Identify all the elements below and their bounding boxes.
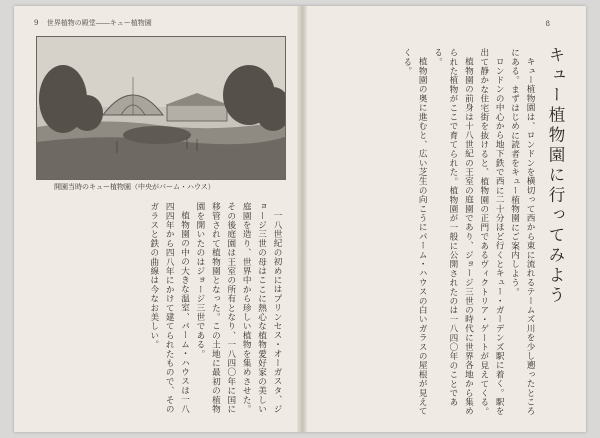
paragraph: 一八世紀の初めにはプリンセス・オーガスタ、ジョージ三世の母はここに熱心な植物愛好家の美しい庭園を造り、世界中から珍しい植物を集めさせた。その後庭園は王室の所有となり、一八四〇年に国に移管されて植物園となった。この土地に最初の植物園を開いたのはジョージ三世である。 — [194, 202, 282, 414]
book-gutter — [297, 6, 307, 432]
chapter-title: キュー植物園に行ってみよう — [546, 46, 565, 306]
left-page — [14, 6, 297, 432]
historical-illustration — [36, 36, 286, 180]
right-page-body — [315, 48, 537, 422]
left-page-number: 9 — [34, 19, 39, 27]
running-title: 世界植物の殿堂――キュー植物園 — [46, 19, 152, 27]
figure-caption: 開園当時のキュー植物園（中央がパーム・ハウス） — [54, 183, 215, 191]
book-spread — [14, 6, 586, 432]
paragraph: 植物園の前身は十八世紀の王室の庭園であり、ジョージ三世の時代に世界各地から集められた植物がここで育てられた。植物園が一般に公開されたのは一八四〇年のことである。 — [432, 48, 474, 416]
running-head — [34, 18, 287, 28]
paragraph: 植物園の奥に進むと、広い芝生の向こうにパーム・ハウスの白いガラスの屋根が見えてくる。 — [401, 48, 428, 416]
kew-garden-engraving — [37, 37, 285, 179]
left-page-body — [32, 202, 284, 420]
right-page-number: 8 — [545, 20, 550, 28]
right-page — [307, 6, 586, 432]
paragraph: 植物園の中の大きな温室、パーム・ハウスは一八四四年から四八年にかけて建てられたもので、そのガラスと鉄の曲線は今なお美しい。 — [148, 202, 190, 414]
paragraph: キュー植物園は、ロンドンを横切って西から東に流れるテームズ川を少し遡ったところにある。まずはじめに読者をキュー植物園にご案内しよう。 — [509, 48, 535, 416]
paragraph: ロンドンの中心から地下鉄で西に二十分ほど行くとキュー・ガーデンズ駅に着く。駅を出て静かな住宅街を抜けると、植物園の正門であるヴィクトリア・ゲートが見えてくる。 — [478, 48, 505, 416]
